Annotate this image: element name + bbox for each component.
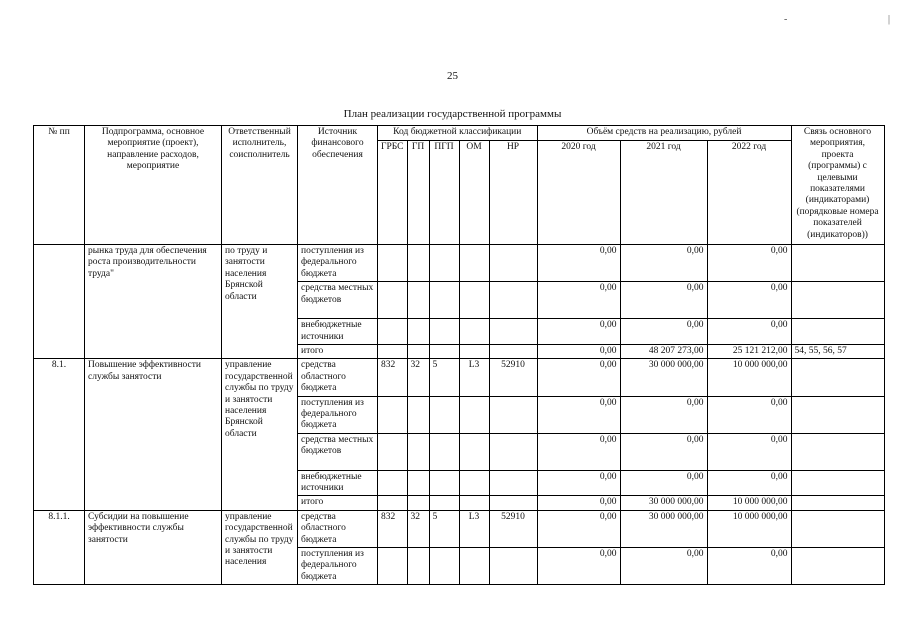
- header-2021: 2021 год: [620, 141, 707, 245]
- value-2021: 0,00: [620, 282, 707, 319]
- funding-source: поступления из федерального бюджета: [298, 245, 378, 282]
- table-row: [34, 510, 885, 547]
- code-om: L3: [459, 359, 489, 396]
- indicator-link: [791, 510, 884, 547]
- code-np: 52910: [489, 359, 537, 396]
- funding-source: внебюджетные источники: [298, 470, 378, 496]
- indicator-link: [791, 359, 884, 396]
- code-np: 52910: [489, 510, 537, 547]
- header-2022: 2022 год: [707, 141, 791, 245]
- indicator-link: [791, 245, 884, 282]
- header-om: ОМ: [459, 141, 489, 245]
- value-2022: 10 000 000,00: [707, 510, 791, 547]
- header-source: Источник финансового обеспечения: [298, 126, 378, 245]
- value-2020: 0,00: [537, 496, 620, 510]
- funding-source: средства областного бюджета: [298, 359, 378, 396]
- value-2021: 0,00: [620, 396, 707, 433]
- value-2021: 0,00: [620, 319, 707, 345]
- value-2022: 0,00: [707, 548, 791, 585]
- code-pgp: 5: [429, 359, 459, 396]
- value-2022: 10 000 000,00: [707, 496, 791, 510]
- code-gp: 32: [407, 510, 429, 547]
- code-grbs: 832: [378, 510, 408, 547]
- value-2020: 0,00: [537, 433, 620, 470]
- value-2021: 30 000 000,00: [620, 496, 707, 510]
- header-subprogram: Подпрограмма, основное мероприятие (проект), направление расходов, мероприятие: [85, 126, 222, 245]
- value-2020: 0,00: [537, 245, 620, 282]
- value-2022: 0,00: [707, 319, 791, 345]
- value-2022: 0,00: [707, 470, 791, 496]
- table-row: [34, 359, 885, 396]
- header-budget-code: Код бюджетной классификации: [378, 126, 538, 141]
- table-header-row-1: [34, 126, 885, 141]
- margin-mark-dash: -: [784, 14, 788, 25]
- value-2020: 0,00: [537, 548, 620, 585]
- row-num: [34, 245, 85, 359]
- value-2021: 0,00: [620, 433, 707, 470]
- row-num: 8.1.1.: [34, 510, 85, 584]
- value-2022: 0,00: [707, 433, 791, 470]
- header-gp: ГП: [407, 141, 429, 245]
- value-2022: 0,00: [707, 396, 791, 433]
- header-grbs: ГРБС: [378, 141, 408, 245]
- margin-mark-bar: |: [888, 14, 891, 25]
- funding-source: поступления из федерального бюджета: [298, 396, 378, 433]
- value-2021: 0,00: [620, 245, 707, 282]
- executor-name: по труду и занятости населения Брянской области: [222, 245, 298, 359]
- code-om: L3: [459, 510, 489, 547]
- value-2022: 0,00: [707, 282, 791, 319]
- header-executor: Ответственный исполнитель, соисполнитель: [222, 126, 298, 245]
- code-grbs: 832: [378, 359, 408, 396]
- value-2022: 10 000 000,00: [707, 359, 791, 396]
- funding-source: внебюджетные источники: [298, 319, 378, 345]
- header-np: НР: [489, 141, 537, 245]
- value-2020: 0,00: [537, 470, 620, 496]
- funding-source-total: итого: [298, 344, 378, 358]
- header-link: Связь основного мероприятия, проекта (программы) с целевыми показателями (индикаторами) (порядковые номера показателей (индикаторов)): [791, 126, 884, 245]
- table-row: [34, 245, 885, 282]
- row-num: 8.1.: [34, 359, 85, 511]
- header-num: № пп: [34, 126, 85, 245]
- funding-source: средства областного бюджета: [298, 510, 378, 547]
- value-2021: 30 000 000,00: [620, 359, 707, 396]
- value-2022: 25 121 212,00: [707, 344, 791, 358]
- value-2020: 0,00: [537, 282, 620, 319]
- measure-name: Повышение эффективности службы занятости: [85, 359, 222, 511]
- value-2020: 0,00: [537, 396, 620, 433]
- funding-source: поступления из федерального бюджета: [298, 548, 378, 585]
- value-2020: 0,00: [537, 359, 620, 396]
- executor-name: управление государственной службы по труду и занятости населения Брянской области: [222, 359, 298, 511]
- funding-source: средства местных бюджетов: [298, 282, 378, 319]
- executor-name: управление государственной службы по труду и занятости населения: [222, 510, 298, 584]
- value-2021: 0,00: [620, 548, 707, 585]
- value-2021: 48 207 273,00: [620, 344, 707, 358]
- code-gp: 32: [407, 359, 429, 396]
- measure-name: Субсидии на повышение эффективности службы занятости: [85, 510, 222, 584]
- header-pgp: ПГП: [429, 141, 459, 245]
- value-2022: 0,00: [707, 245, 791, 282]
- value-2021: 0,00: [620, 470, 707, 496]
- header-volume: Объём средств на реализацию, рублей: [537, 126, 791, 141]
- indicator-link: 54, 55, 56, 57: [791, 344, 884, 358]
- measure-name: рынка труда для обеспечения роста производительности труда": [85, 245, 222, 359]
- value-2021: 30 000 000,00: [620, 510, 707, 547]
- funding-source-total: итого: [298, 496, 378, 510]
- value-2020: 0,00: [537, 319, 620, 345]
- value-2020: 0,00: [537, 510, 620, 547]
- plan-table: [33, 125, 885, 585]
- document-title: План реализации государственной программы: [343, 108, 562, 120]
- funding-source: средства местных бюджетов: [298, 433, 378, 470]
- code-pgp: 5: [429, 510, 459, 547]
- value-2020: 0,00: [537, 344, 620, 358]
- header-2020: 2020 год: [537, 141, 620, 245]
- page-number: 25: [447, 70, 458, 82]
